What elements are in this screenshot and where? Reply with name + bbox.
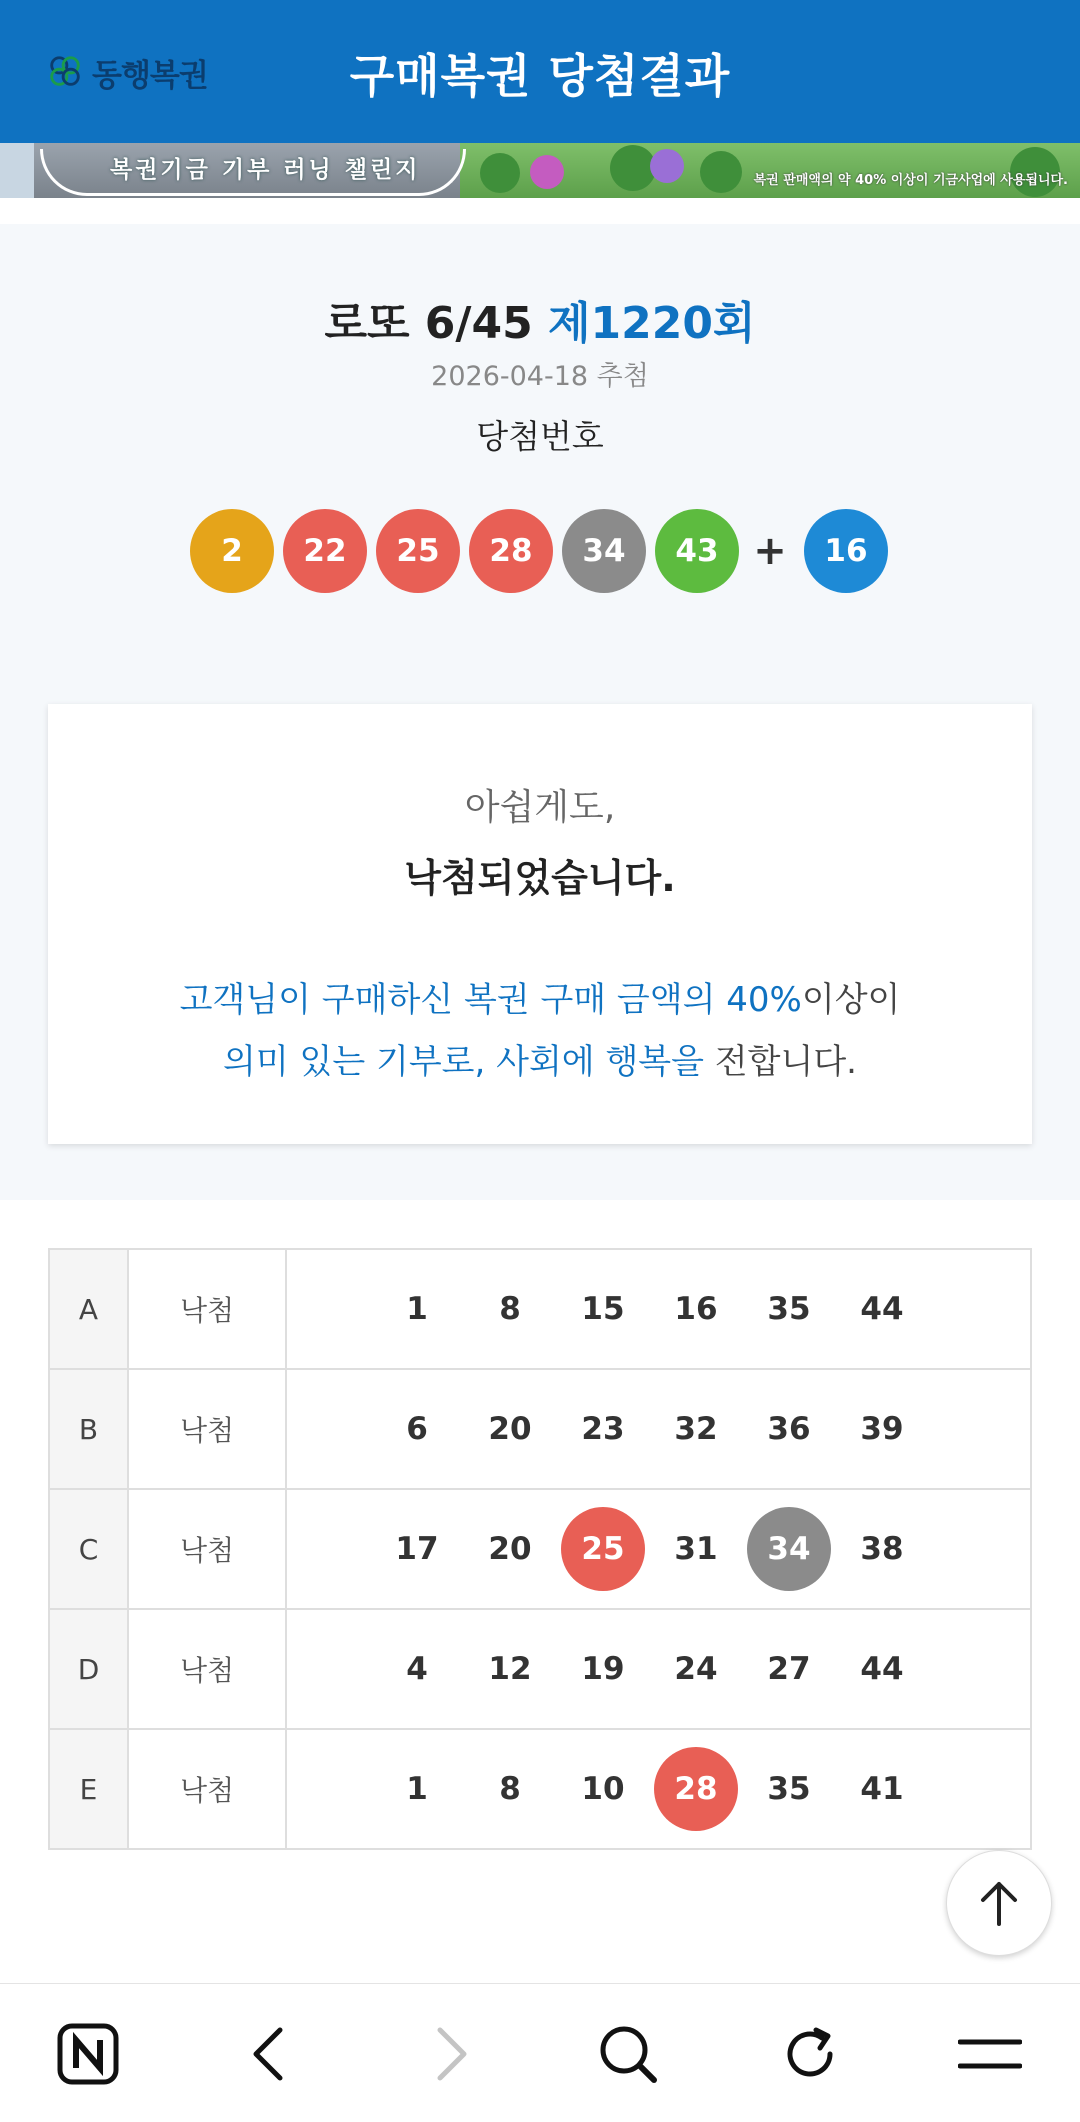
banner-character-graphic	[650, 149, 684, 183]
ticket-numbers	[286, 1249, 1031, 1369]
draw-date: 2026-04-18 추첨	[431, 361, 649, 392]
naver-home-button[interactable]	[38, 2004, 138, 2104]
ticket-number: 25	[561, 1507, 645, 1591]
ticket-number: 28	[654, 1747, 738, 1831]
page-title: 구매복권 당첨결과	[349, 49, 731, 103]
menu-icon	[958, 2034, 1022, 2074]
ticket-number: 27	[767, 1651, 811, 1687]
ticket-result: 낙첨	[128, 1369, 286, 1489]
search-button[interactable]	[578, 2004, 678, 2104]
ticket-number: 20	[488, 1411, 532, 1447]
naver-home-icon	[56, 2022, 120, 2086]
ticket-row	[49, 1369, 1031, 1489]
ticket-table	[48, 1248, 1032, 1850]
draw-result-section	[0, 224, 1080, 1200]
ticket-number: 23	[581, 1411, 625, 1447]
ticket-number: 17	[395, 1531, 439, 1567]
banner-caption: 복권 판매액의 약 40% 이상이 기금사업에 사용됩니다.	[753, 173, 1068, 188]
draw-title	[0, 287, 1080, 351]
logo-text: 동행복권	[92, 57, 208, 94]
banner-title: 복권기금 기부 러닝 챌린지	[110, 157, 421, 183]
ticket-letter: B	[49, 1369, 128, 1489]
ticket-numbers	[286, 1489, 1031, 1609]
ticket-number: 20	[488, 1531, 532, 1567]
ticket-number: 34	[747, 1507, 831, 1591]
message-line-1: 아쉽게도,	[464, 787, 616, 828]
ticket-number: 8	[499, 1771, 521, 1807]
back-button[interactable]	[218, 2004, 318, 2104]
ticket-number: 19	[581, 1651, 625, 1687]
forward-button[interactable]	[402, 2004, 502, 2104]
ticket-row	[49, 1249, 1031, 1369]
winning-numbers	[0, 509, 1080, 593]
ticket-number: 10	[581, 1771, 625, 1807]
bonus-ball: 16	[804, 509, 888, 593]
ticket-number: 12	[488, 1651, 532, 1687]
ticket-letter: E	[49, 1729, 128, 1849]
ticket-row	[49, 1609, 1031, 1729]
ticket-number: 38	[860, 1531, 904, 1567]
ticket-number: 39	[860, 1411, 904, 1447]
ticket-number: 4	[406, 1651, 428, 1687]
ticket-number: 1	[406, 1771, 428, 1807]
ticket-number: 36	[767, 1411, 811, 1447]
winning-ball: 43	[655, 509, 739, 593]
banner-building-graphic	[0, 143, 34, 198]
ticket-number: 32	[674, 1411, 718, 1447]
ticket-number: 35	[767, 1291, 811, 1327]
ticket-number: 16	[674, 1291, 718, 1327]
message-line-4	[48, 1034, 1032, 1083]
winning-ball: 25	[376, 509, 460, 593]
banner-character-graphic	[530, 155, 564, 189]
plus-sign: +	[753, 528, 787, 574]
message-plain: 이상이	[801, 980, 901, 1020]
ticket-result: 낙첨	[128, 1729, 286, 1849]
scroll-top-button[interactable]	[946, 1850, 1052, 1956]
search-icon	[596, 2022, 660, 2086]
winning-ball: 22	[283, 509, 367, 593]
ticket-number: 31	[674, 1531, 718, 1567]
ticket-number: 24	[674, 1651, 718, 1687]
ticket-letter: C	[49, 1489, 128, 1609]
ticket-row	[49, 1489, 1031, 1609]
ticket-result: 낙첨	[128, 1489, 286, 1609]
winning-ball: 2	[190, 509, 274, 593]
message-highlight: 고객님이 구매하신 복권 구매 금액의 40%	[179, 980, 802, 1020]
ticket-number: 44	[860, 1651, 904, 1687]
forward-arrow-icon	[432, 2024, 472, 2084]
ticket-numbers	[286, 1609, 1031, 1729]
ticket-number: 1	[406, 1291, 428, 1327]
banner-tree-graphic	[480, 153, 520, 193]
ticket-numbers	[286, 1729, 1031, 1849]
ticket-result: 낙첨	[128, 1249, 286, 1369]
banner-tree-graphic	[610, 145, 656, 191]
banner-tree-graphic	[700, 151, 742, 193]
ticket-number: 6	[406, 1411, 428, 1447]
ticket-row	[49, 1729, 1031, 1849]
game-name: 로또 6/45	[324, 298, 533, 349]
ticket-number: 15	[581, 1291, 625, 1327]
result-message-card	[48, 704, 1032, 1144]
message-highlight: 의미 있는 기부로, 사회에 행복을	[222, 1042, 704, 1082]
promo-banner[interactable]	[0, 143, 1080, 198]
refresh-button[interactable]	[760, 2004, 860, 2104]
winning-numbers-label: 당첨번호	[476, 417, 604, 456]
winning-ball: 34	[562, 509, 646, 593]
menu-button[interactable]	[940, 2004, 1040, 2104]
message-line-3	[48, 972, 1032, 1021]
ticket-number: 41	[860, 1771, 904, 1807]
app-header	[0, 0, 1080, 143]
ticket-result: 낙첨	[128, 1609, 286, 1729]
draw-round: 제1220회	[548, 298, 756, 349]
ticket-letter: D	[49, 1609, 128, 1729]
arrow-up-icon	[977, 1878, 1021, 1928]
message-plain: 전합니다.	[704, 1042, 857, 1082]
ticket-letter: A	[49, 1249, 128, 1369]
ticket-number: 8	[499, 1291, 521, 1327]
ticket-numbers	[286, 1369, 1031, 1489]
back-arrow-icon	[248, 2024, 288, 2084]
winning-ball: 28	[469, 509, 553, 593]
ticket-number: 35	[767, 1771, 811, 1807]
browser-bottom-nav	[0, 1983, 1080, 2122]
ticket-number: 44	[860, 1291, 904, 1327]
refresh-icon	[778, 2022, 842, 2086]
message-line-2: 낙첨되었습니다.	[404, 856, 676, 900]
